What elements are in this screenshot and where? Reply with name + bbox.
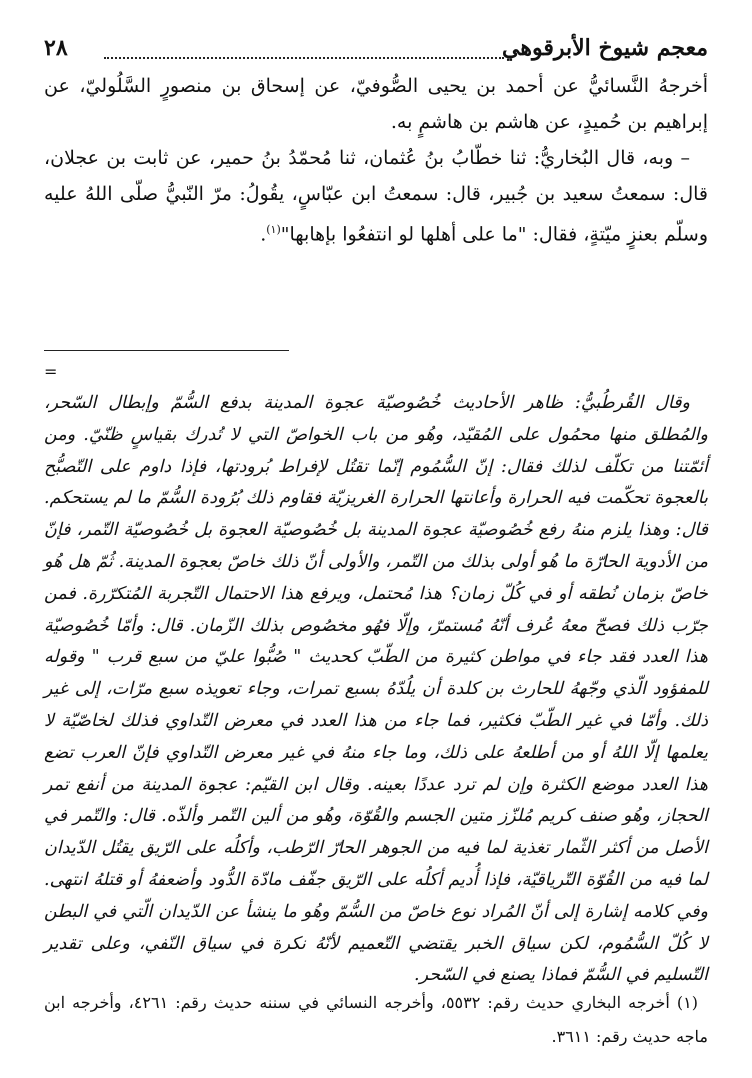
footnote-text: (١) أخرجه البخاري حديث رقم: ٥٥٣٢، وأخرجه النسائي في سننه حديث رقم: ٤٢٦١، وأخرجه ابن ماجه حديث رقم: ٣٦١١. bbox=[44, 993, 708, 1046]
paragraph-takhrij: أخرجهُ النَّسائيُّ عن أحمد بن يحيى الصُّوفيّ، عن إسحاق بن منصورٍ السَّلُوليّ، عن إبراهيم بن حُميدٍ، عن هاشم بن هاشمٍ به. bbox=[44, 75, 708, 133]
commentary-block bbox=[44, 388, 708, 992]
hadith-end-punct: . bbox=[260, 223, 267, 246]
footnote-separator bbox=[44, 350, 289, 351]
running-title: معجم شيوخ الأبرقوهي bbox=[502, 35, 708, 61]
page-header bbox=[44, 28, 708, 68]
main-text bbox=[44, 68, 708, 252]
header-dotted-leader bbox=[104, 57, 504, 59]
page-number: ٢٨ bbox=[44, 35, 68, 61]
footnote bbox=[44, 986, 708, 1054]
commentary-text: وقال القُرطُبيُّ: ظاهر الأحاديث خُصُوصيّة عجوة المدينة بدفع السُّمّ وإبطال السّحر، والمُطلق منها محمُول على المُقيّد، وهُو من باب الخواصّ التي لا تُدرك بقياسٍ ظنّيّ. ومن أئمّتنا من تكلّف لذلك فقال: إنّ السُّمُوم إنّما تقتُل لإفراط بُرودتها، فإذا داوم على التّصبُّح بالعجوة تحكّمت فيه الحرارة وأعانتها الحرارة الغريزيّة فقاوم ذلك بُرُودة السُّمّ ما لم يستحكم. قال: وهذا يلزم منهُ رفع خُصُوصيّة عجوة المدينة بل خُصُوصيّة العجوة بل خُصُوصيّة التّمر، فإنّ من الأدوية الحارّة ما هُو أولى بذلك من التّمر، والأولى أنّ ذلك خاصّ بعجوة المدينة. ثُمّ هل هُو خاصّ بزمان نُطقه أو في كُلّ زمان؟ هذا مُحتمل، ويرفع هذا الاحتمال التّجربة المُتكرّرة. فمن جرّب ذلك فصحّ معهُ عُرف أنّهُ مُستمرّ، وإلّا فهُو مخصُوص بذلك الزّمان. قال: وأمّا خُصُوصيّة هذا العدد فقد جاء في مواطن كثيرة من الطّبّ كحديث " صُبُّوا عليّ من سبع قرب " وقوله للمفؤود الّذي وجّههُ للحارث بن كلدة أن يلُدّهُ بسبع تمرات، وجاء تعويذه سبع مرّات، إلى غير ذلك. وأمّا في غير الطّبّ فكثير، فما جاء من هذا العدد في معرض التّداوي فذلك لخاصّيّة لا يعلمها إلّا اللهُ أو من أطلعهُ على ذلك، وما جاء منهُ في غير معرض التّداوي فإنّ العرب تضع هذا العدد موضع الكثرة وإن لم ترد عددًا بعينه. وقال ابن القيّم: عجوة المدينة من أنفع تمر الحجاز، وهُو صنف كريم مُلزّز متين الجسم والقُوّة، وهُو من ألين التّمر وألذّه. قال: والتّمر في الأصل من أكثر الثّمار تغذية لما فيه من الجوهر الحارّ الرّطب، وأكلُه على الرّيق يقتُل الدّيدان لما فيه من القُوّة التّرياقيّة، فإذا أُديم أكلُه على الرّيق جفّف مادّة الدُّود وأضعفهُ أو قتلهُ انتهى. وفي كلامه إشارة إلى أنّ المُراد نوع خاصّ من السُّمّ وهُو ما ينشأ عن الدّيدان الّتي في البطن لا كُلّ السُّمُوم، لكن سياق الخبر يقتضي التّعميم لأنّهُ نكرة في سياق النّفي، وعلى تقدير التّسليم في السُّمّ فماذا يصنع في السّحر. bbox=[44, 393, 708, 986]
hadith-text: – وبه، قال البُخاريُّ: ثنا خطّابُ بنُ عُثمان، ثنا مُحمّدُ بنُ حمير، عن ثابت بن عجلان، قال: سمعتُ سعيد بن جُبير، قال: سمعتُ ابن عبّاسٍ، يقُولُ: مرّ النّبيُّ صلّى اللهُ عليه وسلّم بعنزٍ ميّتةٍ، فقال: "ما على أهلها لو انتفعُوا بإهابها" bbox=[44, 147, 708, 246]
paragraph-hadith bbox=[44, 140, 708, 252]
footnote-reference: (١) bbox=[266, 223, 281, 236]
continuation-mark: = bbox=[44, 362, 58, 381]
